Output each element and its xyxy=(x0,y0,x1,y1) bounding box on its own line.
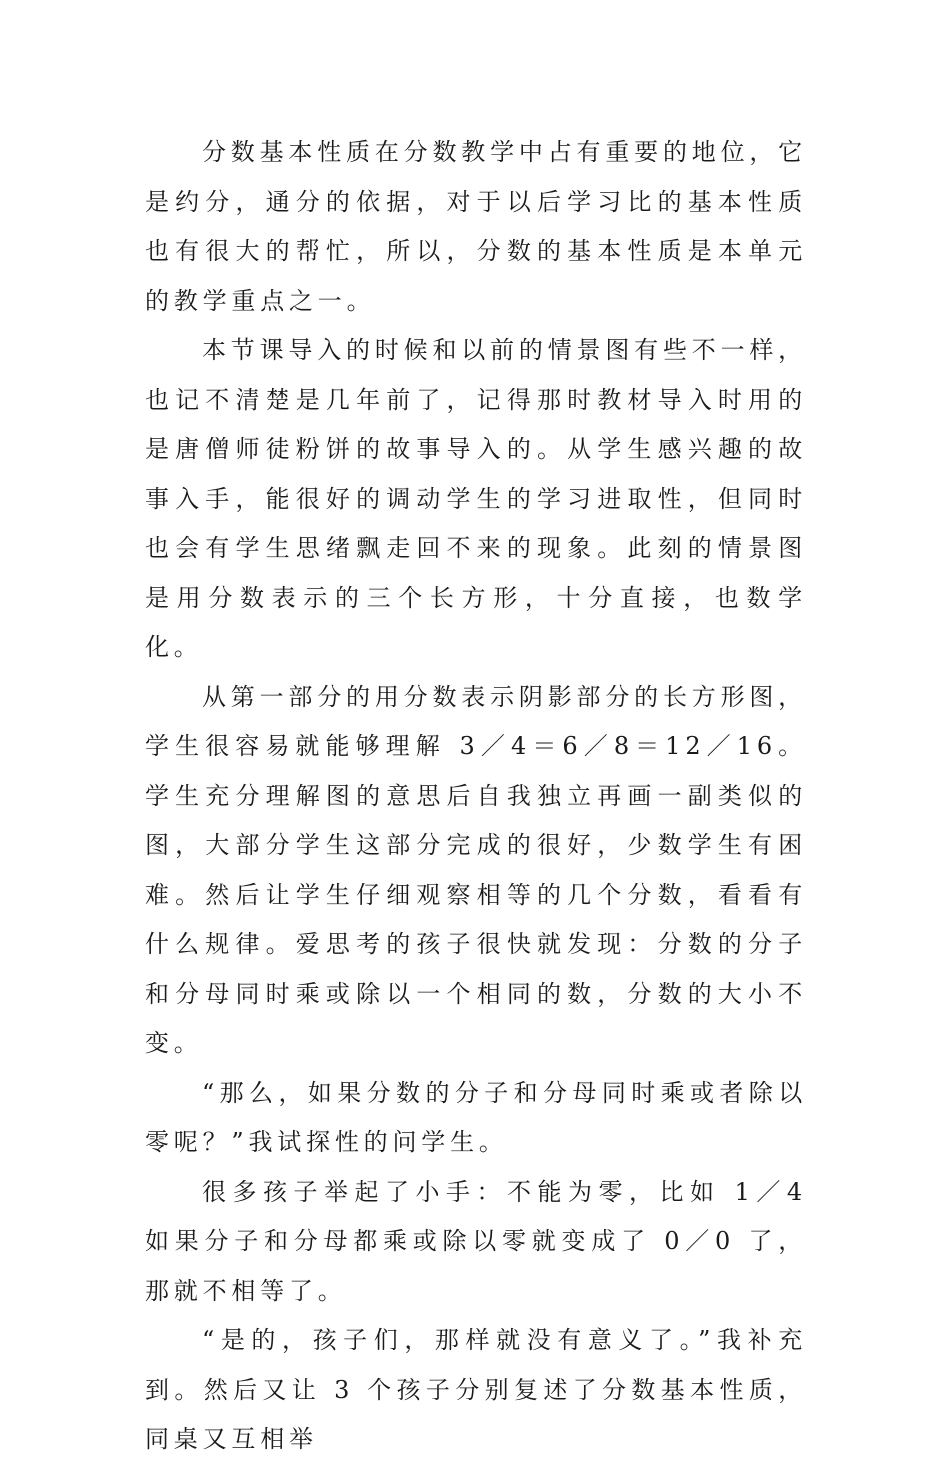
paragraph-1: 分数基本性质在分数教学中占有重要的地位，它是约分，通分的依据，对于以后学习比的基本性质也有很大的帮忙，所以，分数的基本性质是本单元的教学重点之一。 xyxy=(145,138,807,315)
document-body xyxy=(145,128,807,1465)
paragraph-5: 很多孩子举起了小手：不能为零，比如 1／4 如果分子和分母都乘或除以零就变成了 0／0 了，那就不相等了。 xyxy=(145,1177,807,1305)
paragraph-2: 本节课导入的时候和以前的情景图有些不一样，也记不清楚是几年前了，记得那时教材导入时用的是唐僧师徒粉饼的故事导入的。从学生感兴趣的故事入手，能很好的调动学生的学习进取性，但同时也会有学生思绪飘走回不来的现象。此刻的情景图是用分数表示的三个长方形，十分直接，也数学化。 xyxy=(145,336,807,661)
paragraph-6: “是的，孩子们，那样就没有意义了。”我补充到。然后又让 3 个孩子分别复述了分数基本性质，同桌又互相举 xyxy=(145,1326,807,1453)
paragraph-3: 从第一部分的用分数表示阴影部分的长方形图，学生很容易就能够理解 3／4＝6／8＝12／16。学生充分理解图的意思后自我独立再画一副类似的图，大部分学生这部分完成的很好，少数学生有困难。然后让学生仔细观察相等的几个分数，看看有什么规律。爱思考的孩子很快就发现：分数的分子和分母同时乘或除以一个相同的数，分数的大小不变。 xyxy=(145,682,807,1057)
paragraph-4: “那么，如果分数的分子和分母同时乘或者除以零呢？”我试探性的问学生。 xyxy=(145,1078,807,1156)
